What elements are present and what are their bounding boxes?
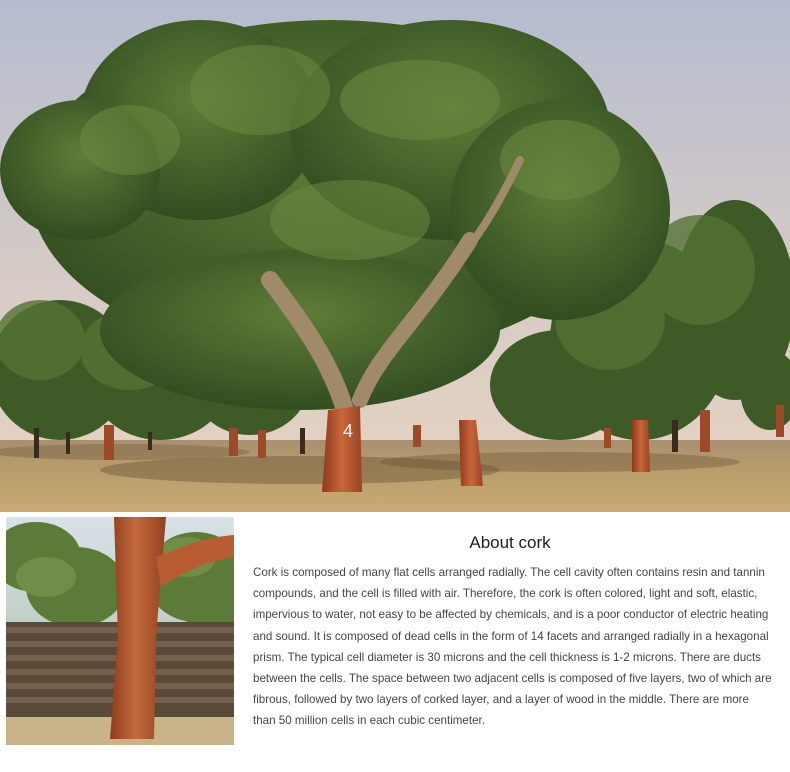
cork-trunk-illustration (6, 517, 234, 745)
about-cork-heading: About cork (469, 533, 551, 552)
tree-number-mark: 4 (343, 421, 354, 441)
about-cork-description: Cork is composed of many flat cells arranged radially. The cell cavity often contains resin and tannin compounds, and the cell is filled with air. Therefore, the cork is often colored, light and soft, elastic, impervious to water, not easy to be affected by chemicals, and is a poor conductor of electric heating and sound. It is composed of dead cells in the form of 14 facets and arranged radially in a hexagonal prism. The typical cell diameter is 30 microns and the cell thickness is 1-2 microns. There are ducts between the cells. The space between two adjacent cells is composed of five layers, two of which are fibrous, followed by two layers of corked layer, and a layer of wood in the middle. There are more than 50 million cells in each cubic centimeter. (253, 566, 772, 728)
cork-trunk-thumbnail (6, 517, 234, 745)
